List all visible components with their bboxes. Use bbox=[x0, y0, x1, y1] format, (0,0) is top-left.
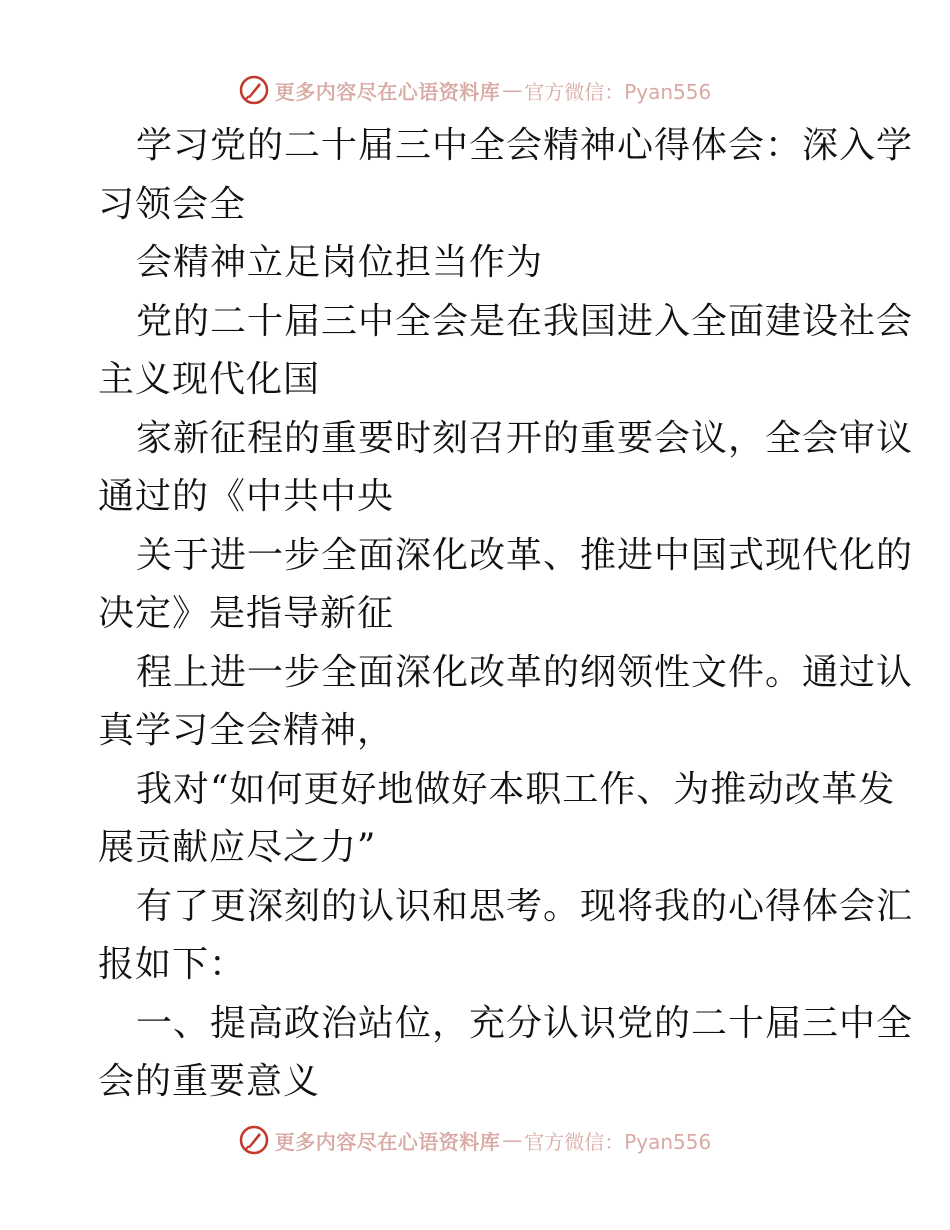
banner-separator: — bbox=[502, 78, 523, 102]
text-line: 程上进一步全面深化改革的纲领性文件。通过认 bbox=[136, 651, 914, 693]
footer-watermark-banner bbox=[0, 1120, 950, 1160]
text-line: 学习党的二十届三中全会精神心得体会：深入学 bbox=[136, 125, 914, 166]
text-line: 我对“如何更好地做好本职工作、为推动改革发 bbox=[136, 768, 896, 810]
text-line: 党的二十届三中全会是在我国进入全面建设社会 bbox=[136, 300, 914, 342]
feather-pen-logo-icon bbox=[239, 75, 269, 105]
text-line: 主义现代化国 bbox=[98, 359, 321, 400]
feather-pen-logo-icon bbox=[239, 1125, 269, 1155]
banner-separator: — bbox=[502, 1128, 523, 1152]
document-body bbox=[98, 117, 914, 1112]
text-line: 决定》是指导新征 bbox=[98, 593, 395, 634]
text-line: 通过的《中共中央 bbox=[98, 476, 395, 517]
text-line: 关于进一步全面深化改革、推进中国式现代化的 bbox=[136, 534, 914, 576]
banner-main-text: 更多内容尽在心语资料库 bbox=[274, 79, 501, 104]
text-line: 会精神立足岗位担当作为 bbox=[136, 242, 544, 283]
text-line: 一、提高政治站位，充分认识党的二十届三中全 bbox=[136, 1002, 914, 1044]
text-line: 展贡献应尽之力” bbox=[98, 827, 377, 868]
text-line: 真学习全会精神， bbox=[98, 710, 395, 751]
banner-main-text: 更多内容尽在心语资料库 bbox=[274, 1129, 501, 1154]
text-line: 有了更深刻的认识和思考。现将我的心得体会汇 bbox=[136, 885, 914, 927]
banner-sub-text: 官方微信：Pyan556 bbox=[524, 79, 712, 104]
text-line: 报如下： bbox=[98, 944, 247, 985]
banner-sub-text: 官方微信：Pyan556 bbox=[524, 1129, 712, 1154]
text-line: 家新征程的重要时刻召开的重要会议，全会审议 bbox=[136, 417, 914, 459]
text-line: 习领会全 bbox=[98, 183, 247, 225]
text-line: 会的重要意义 bbox=[98, 1061, 321, 1102]
header-watermark-banner bbox=[0, 70, 950, 110]
